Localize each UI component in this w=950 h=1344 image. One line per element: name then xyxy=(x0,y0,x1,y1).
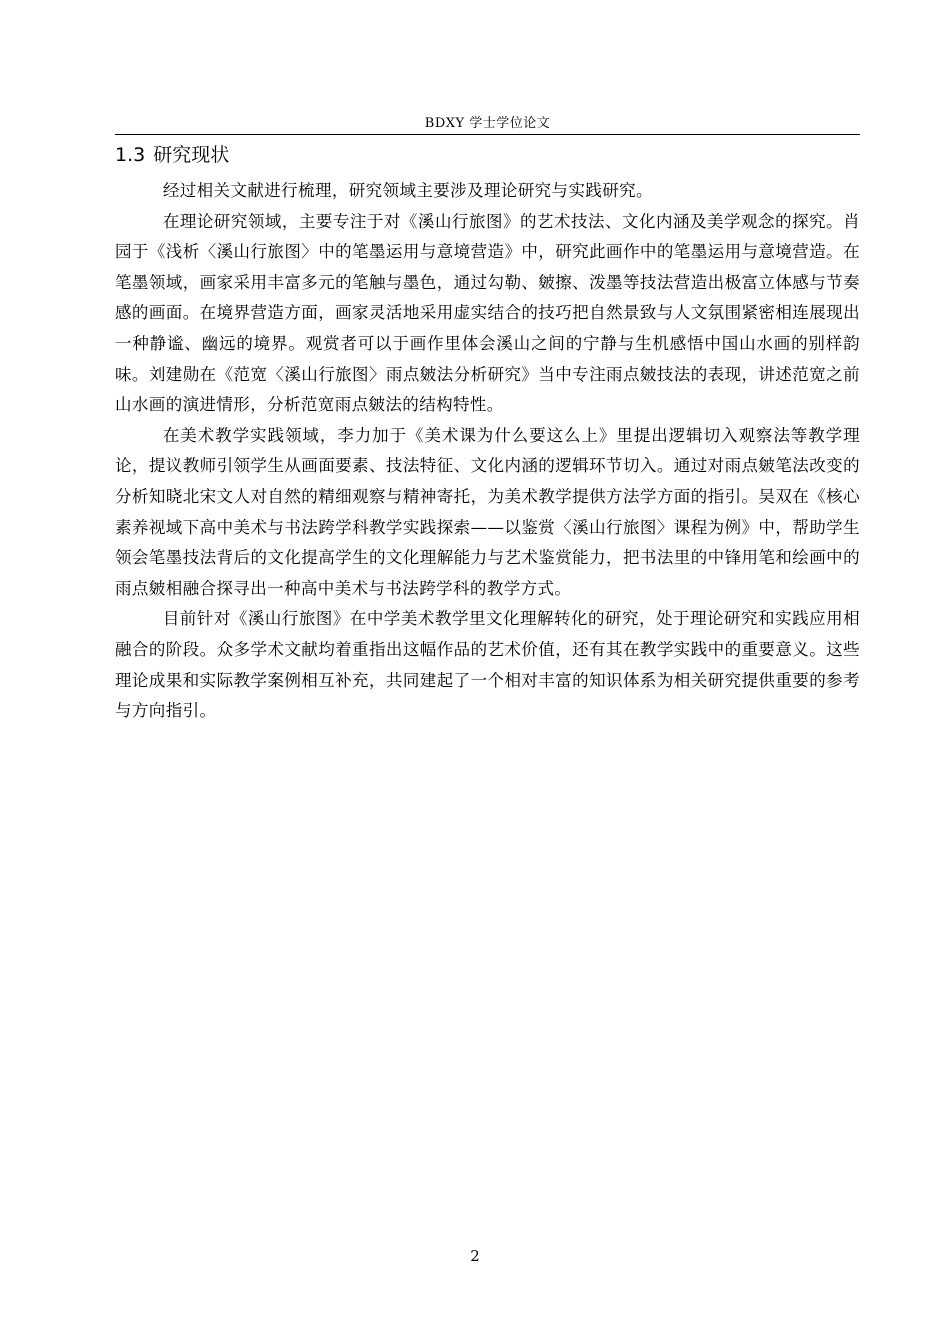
paragraph-summary: 目前针对《溪山行旅图》在中学美术教学里文化理解转化的研究，处于理论研究和实践应用相融合的阶段。众多学术文献均着重指出这幅作品的艺术价值，还有其在教学实践中的重要意义。这些理论成果和实际教学案例相互补充，共同建起了一个相对丰富的知识体系为相关研究提供重要的参考与方向指引。 xyxy=(115,609,860,721)
paragraph-theory-research: 在理论研究领域，主要专注于对《溪山行旅图》的艺术技法、文化内涵及美学观念的探究。肖园于《浅析〈溪山行旅图〉中的笔墨运用与意境营造》中，研究此画作中的笔墨运用与意境营造。在笔墨领域，画家采用丰富多元的笔触与墨色，通过勾勒、皴擦、泼墨等技法营造出极富立体感与节奏感的画面。在境界营造方面，画家灵活地采用虚实结合的技巧把自然景致与人文氛围紧密相连展现出一种静谧、幽远的境界。观赏者可以于画作里体会溪山之间的宁静与生机感悟中国山水画的别样韵味。刘建勋在《范宽〈溪山行旅图〉雨点皴法分析研究》当中专注雨点皴技法的表现，讲述范宽之前山水画的演进情形，分析范宽雨点皴法的结构特性。 xyxy=(115,211,860,415)
section-number: 1.3 xyxy=(115,144,146,166)
section-heading xyxy=(115,142,229,168)
section-title: 研究现状 xyxy=(153,144,230,166)
body-text xyxy=(115,176,860,727)
paragraph-intro: 经过相关文献进行梳理，研究领域主要涉及理论研究与实践研究。 xyxy=(162,181,653,200)
running-header: BDXY 学士学位论文 xyxy=(424,116,551,131)
header-rule xyxy=(115,134,860,135)
page-number: 2 xyxy=(470,1247,480,1265)
paragraph-teaching-practice: 在美术教学实践领域，李力加于《美术课为什么要这么上》里提出逻辑切入观察法等教学理论，提议教师引领学生从画面要素、技法特征、文化内涵的逻辑环节切入。通过对雨点皴笔法改变的分析知晓北宋文人对自然的精细观察与精神寄托，为美术教学提供方法学方面的指引。吴双在《核心素养视域下高中美术与书法跨学科教学实践探索——以鉴赏〈溪山行旅图〉课程为例》中，帮助学生领会笔墨技法背后的文化提高学生的文化理解能力与艺术鉴赏能力，把书法里的中锋用笔和绘画中的雨点皴相融合探寻出一种高中美术与书法跨学科的教学方式。 xyxy=(115,425,860,598)
